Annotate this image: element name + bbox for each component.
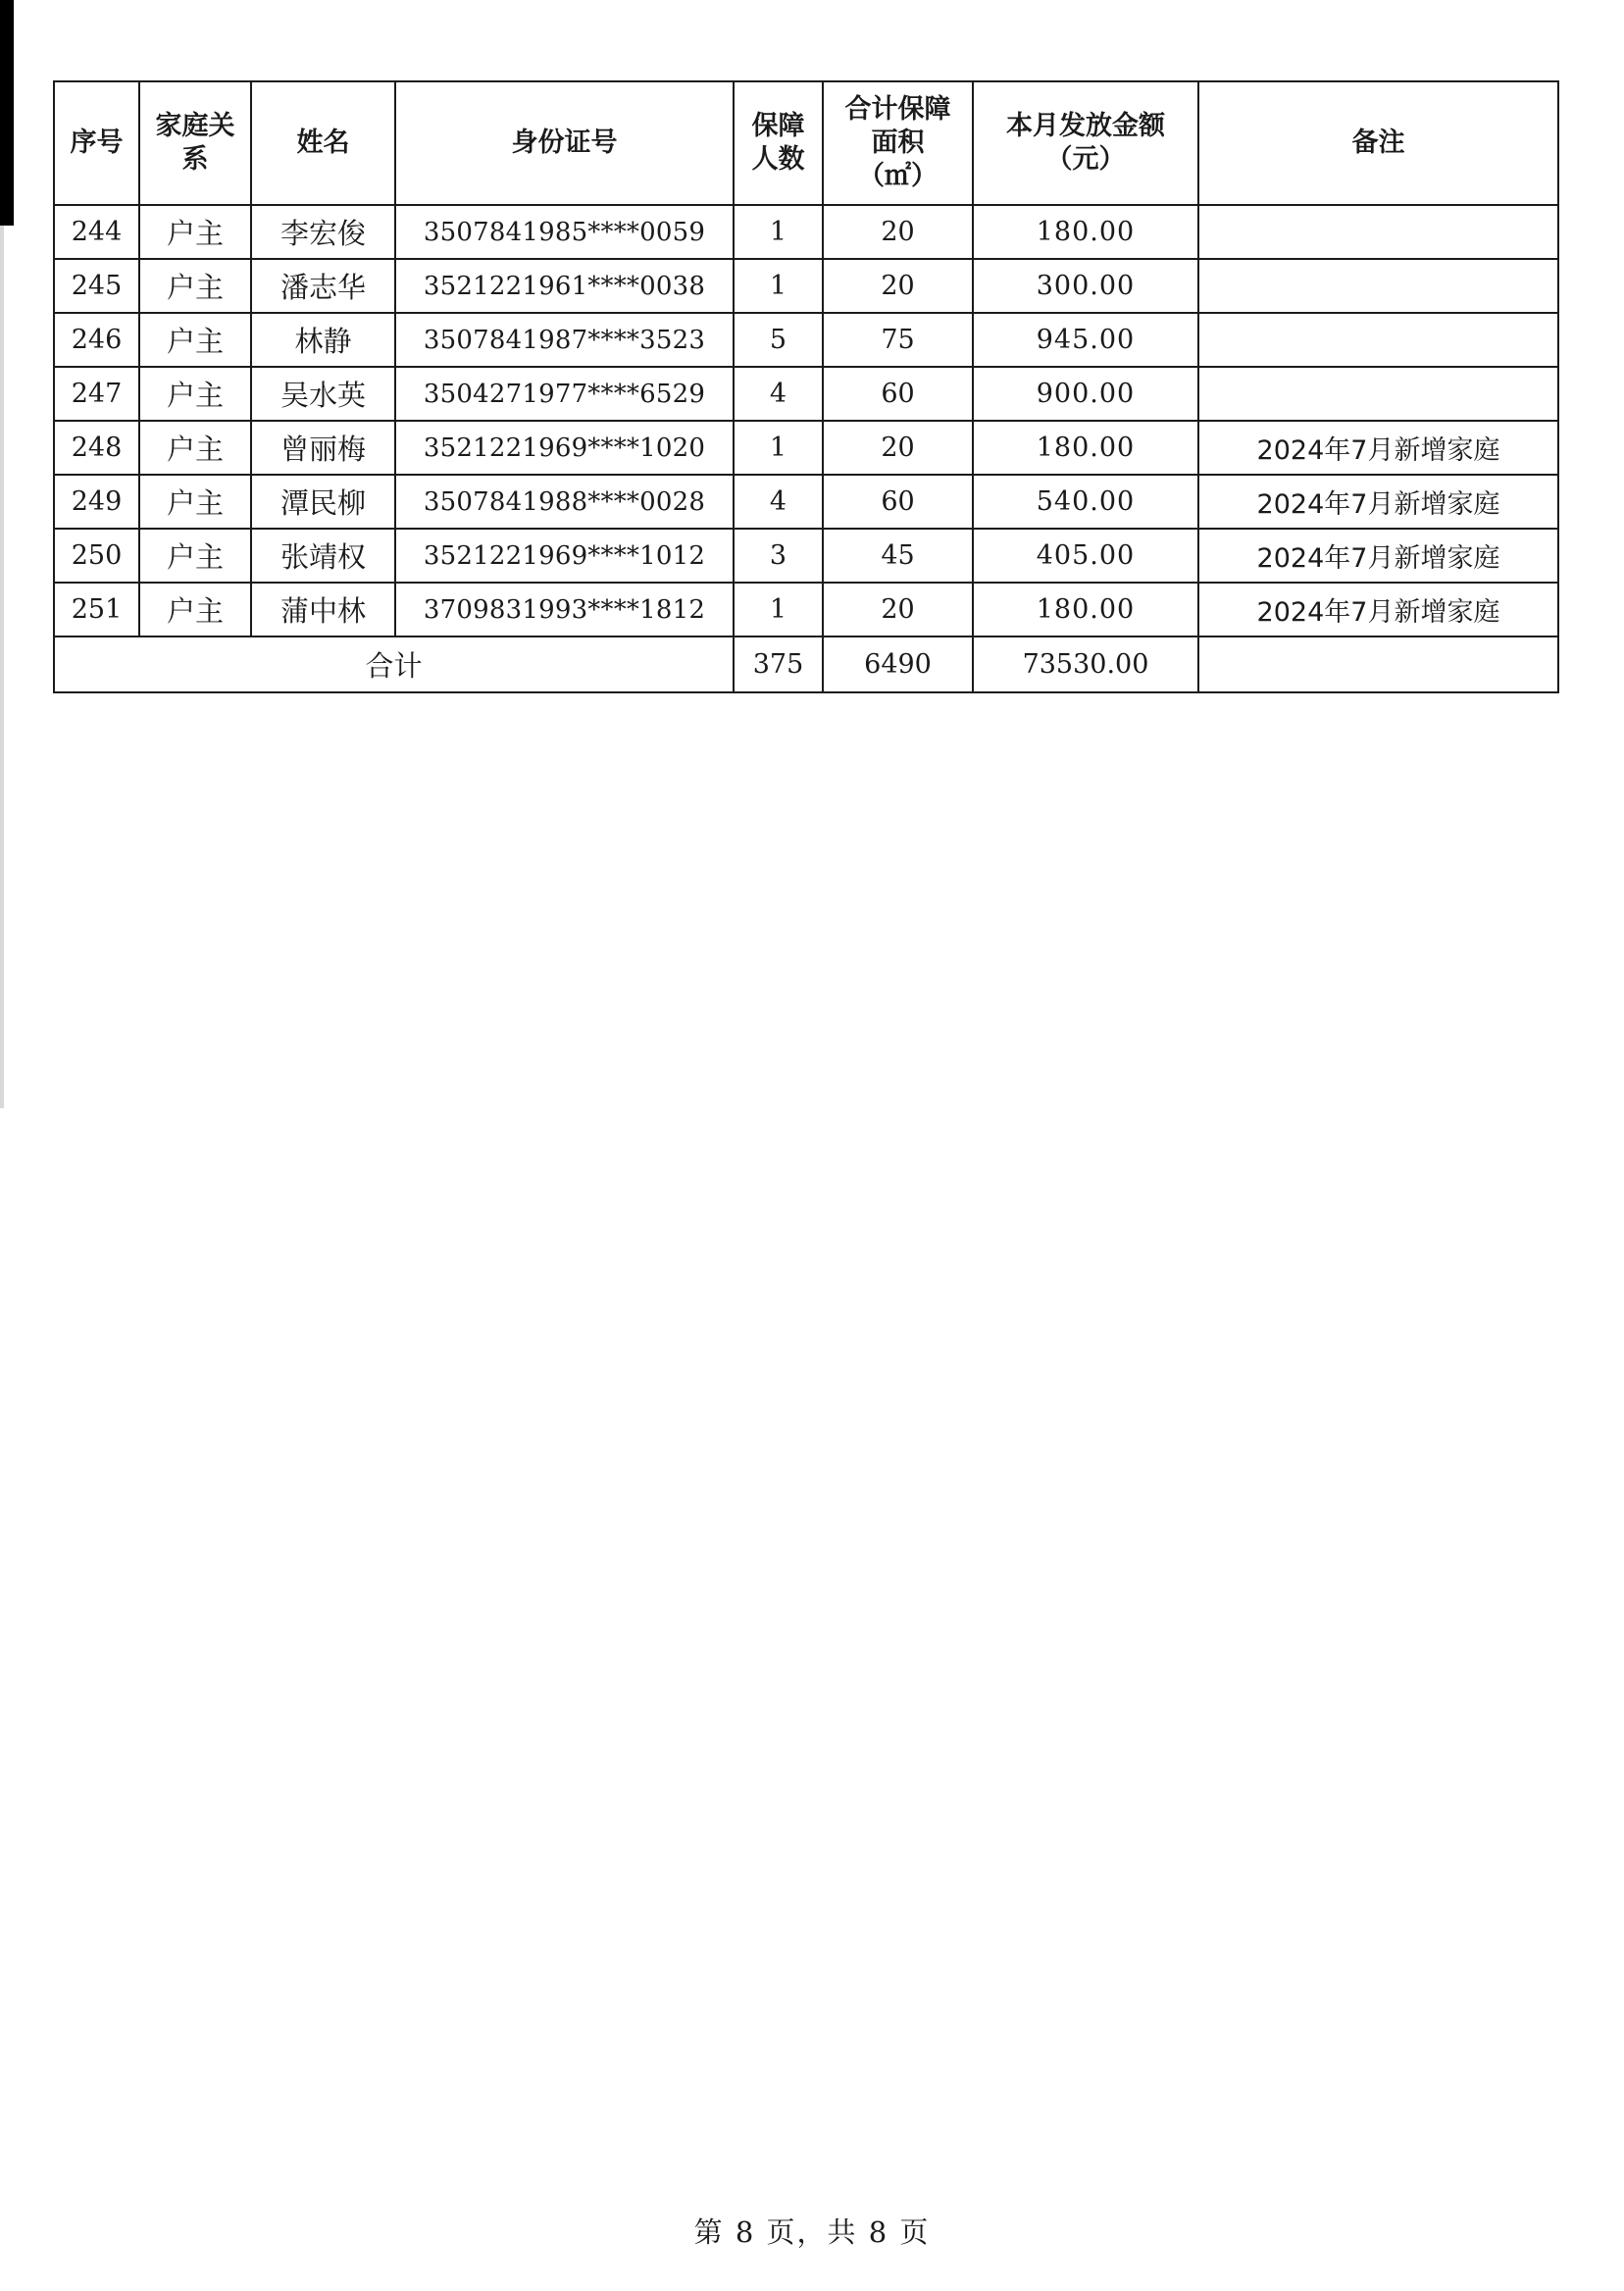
cell-name: 曾丽梅 xyxy=(251,421,395,475)
header-persons-line2: 人数 xyxy=(751,144,805,175)
allowance-table-container xyxy=(53,80,1557,693)
cell-note xyxy=(1198,313,1558,367)
cell-id-number: 3709831993****1812 xyxy=(395,583,734,636)
table-row xyxy=(54,259,1558,313)
cell-id-number: 3521221961****0038 xyxy=(395,259,734,313)
table-row xyxy=(54,205,1558,259)
scan-edge-light xyxy=(0,226,4,1108)
scan-edge-shadow xyxy=(0,0,14,226)
cell-amount: 300.00 xyxy=(973,259,1198,313)
cell-relation: 户主 xyxy=(139,313,251,367)
cell-id-number: 3507841988****0028 xyxy=(395,475,734,529)
header-area xyxy=(823,81,973,205)
cell-persons: 1 xyxy=(734,259,823,313)
cell-note: 2024年7月新增家庭 xyxy=(1198,583,1558,636)
cell-seq: 248 xyxy=(54,421,139,475)
header-area-line1: 合计保障 xyxy=(844,94,951,125)
header-note: 备注 xyxy=(1198,81,1558,205)
table-body xyxy=(54,205,1558,636)
total-row xyxy=(54,636,1558,692)
table-row xyxy=(54,583,1558,636)
cell-area: 20 xyxy=(823,205,973,259)
cell-name: 潭民柳 xyxy=(251,475,395,529)
cell-area: 45 xyxy=(823,529,973,583)
cell-name: 蒲中林 xyxy=(251,583,395,636)
table-header xyxy=(54,81,1558,205)
cell-note xyxy=(1198,367,1558,421)
header-amount-line2: （元） xyxy=(1045,144,1126,175)
total-note xyxy=(1198,636,1558,692)
cell-relation: 户主 xyxy=(139,259,251,313)
table-row xyxy=(54,529,1558,583)
cell-name: 潘志华 xyxy=(251,259,395,313)
header-seq: 序号 xyxy=(54,81,139,205)
table-row xyxy=(54,475,1558,529)
cell-persons: 1 xyxy=(734,421,823,475)
cell-seq: 246 xyxy=(54,313,139,367)
table-row xyxy=(54,313,1558,367)
cell-seq: 245 xyxy=(54,259,139,313)
cell-note: 2024年7月新增家庭 xyxy=(1198,421,1558,475)
cell-persons: 1 xyxy=(734,583,823,636)
table-footer xyxy=(54,636,1558,692)
cell-amount: 405.00 xyxy=(973,529,1198,583)
cell-relation: 户主 xyxy=(139,475,251,529)
cell-area: 60 xyxy=(823,475,973,529)
cell-seq: 244 xyxy=(54,205,139,259)
total-label: 合计 xyxy=(54,636,734,692)
cell-seq: 247 xyxy=(54,367,139,421)
header-row xyxy=(54,81,1558,205)
header-amount xyxy=(973,81,1198,205)
cell-relation: 户主 xyxy=(139,205,251,259)
cell-note: 2024年7月新增家庭 xyxy=(1198,529,1558,583)
allowance-table xyxy=(53,80,1559,693)
cell-note xyxy=(1198,259,1558,313)
header-id: 身份证号 xyxy=(395,81,734,205)
cell-amount: 180.00 xyxy=(973,583,1198,636)
cell-persons: 4 xyxy=(734,475,823,529)
cell-relation: 户主 xyxy=(139,367,251,421)
cell-note: 2024年7月新增家庭 xyxy=(1198,475,1558,529)
cell-name: 吴水英 xyxy=(251,367,395,421)
header-relation xyxy=(139,81,251,205)
cell-id-number: 3521221969****1012 xyxy=(395,529,734,583)
cell-amount: 180.00 xyxy=(973,205,1198,259)
cell-persons: 1 xyxy=(734,205,823,259)
cell-persons: 4 xyxy=(734,367,823,421)
header-area-line2: 面积 xyxy=(871,127,925,158)
cell-relation: 户主 xyxy=(139,529,251,583)
cell-amount: 540.00 xyxy=(973,475,1198,529)
cell-area: 75 xyxy=(823,313,973,367)
cell-id-number: 3504271977****6529 xyxy=(395,367,734,421)
total-persons: 375 xyxy=(734,636,823,692)
cell-seq: 251 xyxy=(54,583,139,636)
cell-id-number: 3521221969****1020 xyxy=(395,421,734,475)
cell-id-number: 3507841987****3523 xyxy=(395,313,734,367)
page-number-footer: 第 8 页，共 8 页 xyxy=(693,2215,931,2249)
cell-persons: 3 xyxy=(734,529,823,583)
cell-amount: 180.00 xyxy=(973,421,1198,475)
cell-area: 20 xyxy=(823,583,973,636)
header-name: 姓名 xyxy=(251,81,395,205)
header-relation-line2: 系 xyxy=(181,144,209,175)
cell-seq: 249 xyxy=(54,475,139,529)
cell-amount: 900.00 xyxy=(973,367,1198,421)
cell-name: 林静 xyxy=(251,313,395,367)
header-relation-line1: 家庭关 xyxy=(155,111,235,141)
cell-persons: 5 xyxy=(734,313,823,367)
cell-name: 李宏俊 xyxy=(251,205,395,259)
header-area-line3: （㎡） xyxy=(858,161,938,191)
cell-area: 60 xyxy=(823,367,973,421)
cell-note xyxy=(1198,205,1558,259)
header-amount-line1: 本月发放金额 xyxy=(1006,111,1165,141)
table-row xyxy=(54,367,1558,421)
header-persons-line1: 保障 xyxy=(751,111,805,141)
cell-id-number: 3507841985****0059 xyxy=(395,205,734,259)
cell-amount: 945.00 xyxy=(973,313,1198,367)
cell-name: 张靖权 xyxy=(251,529,395,583)
cell-area: 20 xyxy=(823,259,973,313)
cell-area: 20 xyxy=(823,421,973,475)
header-persons xyxy=(734,81,823,205)
table-row xyxy=(54,421,1558,475)
cell-seq: 250 xyxy=(54,529,139,583)
total-amount: 73530.00 xyxy=(973,636,1198,692)
total-area: 6490 xyxy=(823,636,973,692)
cell-relation: 户主 xyxy=(139,583,251,636)
cell-relation: 户主 xyxy=(139,421,251,475)
